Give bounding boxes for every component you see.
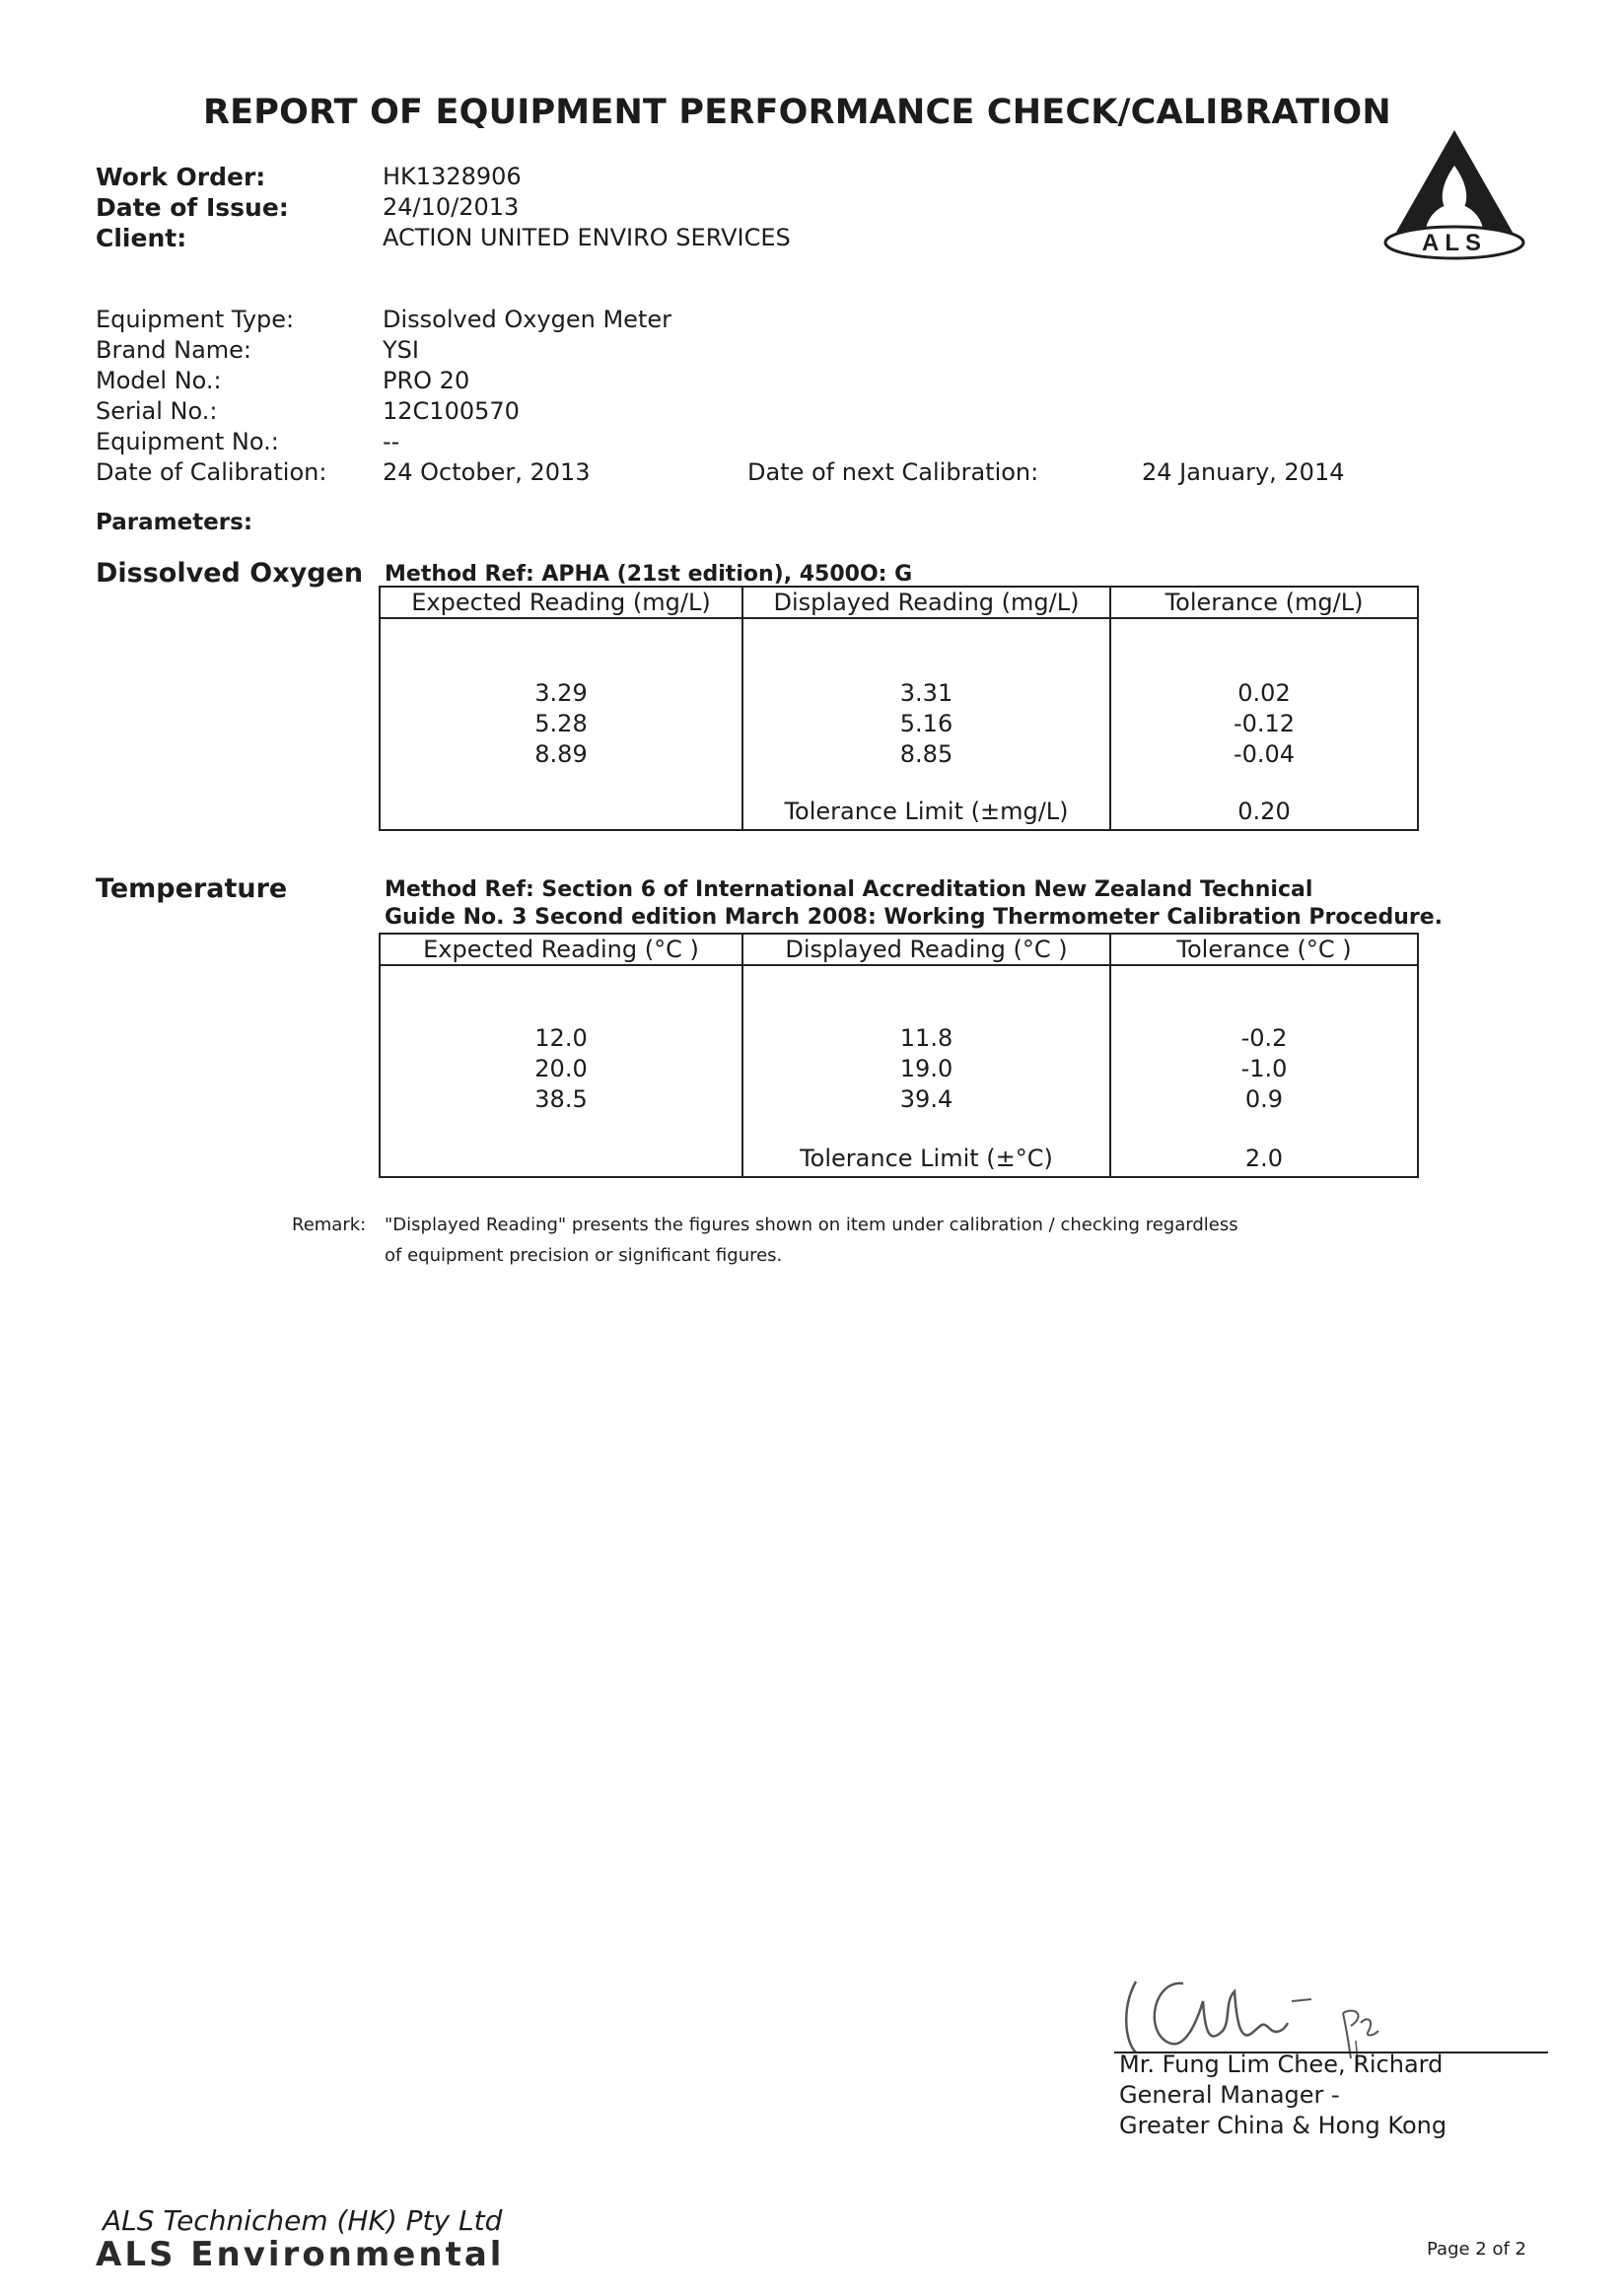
table-header-row — [380, 934, 1418, 965]
header-displayed: Displayed Reading (mg/L) — [742, 587, 1110, 618]
temp-displayed-2: 19.0 — [899, 1055, 953, 1082]
dissolved-oxygen-heading: Dissolved Oxygen — [96, 558, 364, 589]
calibration-date-value: 24 October, 2013 — [383, 458, 591, 486]
header-tolerance: Tolerance (mg/L) — [1110, 587, 1418, 618]
brand-name-label: Brand Name: — [96, 336, 252, 364]
equipment-no-value: -- — [383, 428, 400, 455]
temperature-calibration-table — [379, 933, 1419, 1178]
serial-no-value: 12C100570 — [383, 397, 520, 425]
temp-method-ref-line2: Guide No. 3 Second edition March 2008: Working Thermometer Calibration Procedure. — [385, 905, 1443, 930]
client-label: Client: — [96, 224, 187, 252]
client-value: ACTION UNITED ENVIRO SERVICES — [383, 224, 791, 251]
brand-name-value: YSI — [383, 336, 419, 364]
temp-tolerance-3: 0.9 — [1244, 1085, 1284, 1113]
table-header-row — [380, 587, 1418, 618]
remark-line2: of equipment precision or significant figures. — [385, 1245, 783, 1266]
date-of-issue-value: 24/10/2013 — [383, 193, 520, 221]
temp-tolerance-1: -0.2 — [1240, 1024, 1288, 1052]
do-displayed-1: 3.31 — [899, 679, 953, 707]
signatory-title-line1: General Manager - — [1119, 2081, 1340, 2109]
signatory-name: Mr. Fung Lim Chee, Richard — [1119, 2051, 1444, 2078]
serial-no-label: Serial No.: — [96, 397, 218, 425]
do-calibration-table — [379, 586, 1419, 831]
next-calibration-value: 24 January, 2014 — [1142, 458, 1345, 486]
als-logo — [1380, 126, 1528, 264]
equipment-type-value: Dissolved Oxygen Meter — [383, 306, 671, 333]
date-of-issue-label: Date of Issue: — [96, 193, 289, 222]
header-tolerance: Tolerance (°C ) — [1110, 934, 1418, 965]
work-order-value: HK1328906 — [383, 163, 522, 190]
temp-tolerance-2: -1.0 — [1240, 1055, 1288, 1082]
temp-displayed-3: 39.4 — [899, 1085, 953, 1113]
temp-tolerance-limit-value: 2.0 — [1244, 1145, 1284, 1172]
temp-method-ref-line1: Method Ref: Section 6 of International Accreditation New Zealand Technical — [385, 877, 1313, 902]
temp-expected-1: 12.0 — [534, 1024, 588, 1052]
next-calibration-label: Date of next Calibration: — [747, 458, 1039, 486]
header-displayed: Displayed Reading (°C ) — [742, 934, 1110, 965]
temp-expected-2: 20.0 — [534, 1055, 588, 1082]
parameters-label: Parameters: — [96, 510, 253, 535]
model-no-value: PRO 20 — [383, 367, 470, 394]
footer-brand-logo: ALS Environmental — [96, 2235, 505, 2274]
do-expected-3: 8.89 — [534, 740, 588, 768]
equipment-type-label: Equipment Type: — [96, 306, 295, 333]
do-displayed-3: 8.85 — [899, 740, 953, 768]
remark-label: Remark: — [292, 1215, 367, 1235]
do-method-ref: Method Ref: APHA (21st edition), 4500O: G — [385, 562, 913, 587]
temp-tolerance-limit-label: Tolerance Limit (±°C) — [800, 1145, 1053, 1172]
do-expected-2: 5.28 — [534, 710, 588, 737]
work-order-label: Work Order: — [96, 163, 266, 191]
model-no-label: Model No.: — [96, 367, 222, 394]
do-expected-1: 3.29 — [534, 679, 588, 707]
do-tolerance-1: 0.02 — [1237, 679, 1291, 707]
report-title: REPORT OF EQUIPMENT PERFORMANCE CHECK/CALIBRATION — [203, 93, 1391, 132]
do-tolerance-2: -0.12 — [1233, 710, 1296, 737]
do-tolerance-3: -0.04 — [1233, 740, 1296, 768]
temp-expected-3: 38.5 — [534, 1085, 588, 1113]
header-expected: Expected Reading (mg/L) — [380, 587, 742, 618]
table-body-row — [380, 965, 1418, 1177]
do-tolerance-limit-value: 0.20 — [1237, 798, 1291, 825]
calibration-date-label: Date of Calibration: — [96, 458, 327, 486]
temp-displayed-1: 11.8 — [899, 1024, 953, 1052]
do-displayed-2: 5.16 — [899, 710, 953, 737]
footer-company: ALS Technichem (HK) Pty Ltd — [103, 2204, 503, 2237]
signatory-title-line2: Greater China & Hong Kong — [1119, 2112, 1447, 2139]
do-tolerance-limit-label: Tolerance Limit (±mg/L) — [784, 798, 1069, 825]
remark-line1: "Displayed Reading" presents the figures shown on item under calibration / checking regardless — [385, 1215, 1238, 1235]
header-expected: Expected Reading (°C ) — [380, 934, 742, 965]
temperature-heading: Temperature — [96, 873, 288, 904]
table-body-row — [380, 618, 1418, 830]
equipment-no-label: Equipment No.: — [96, 428, 279, 455]
page-number: Page 2 of 2 — [1427, 2239, 1526, 2260]
logo-text: ALS — [1422, 230, 1487, 256]
